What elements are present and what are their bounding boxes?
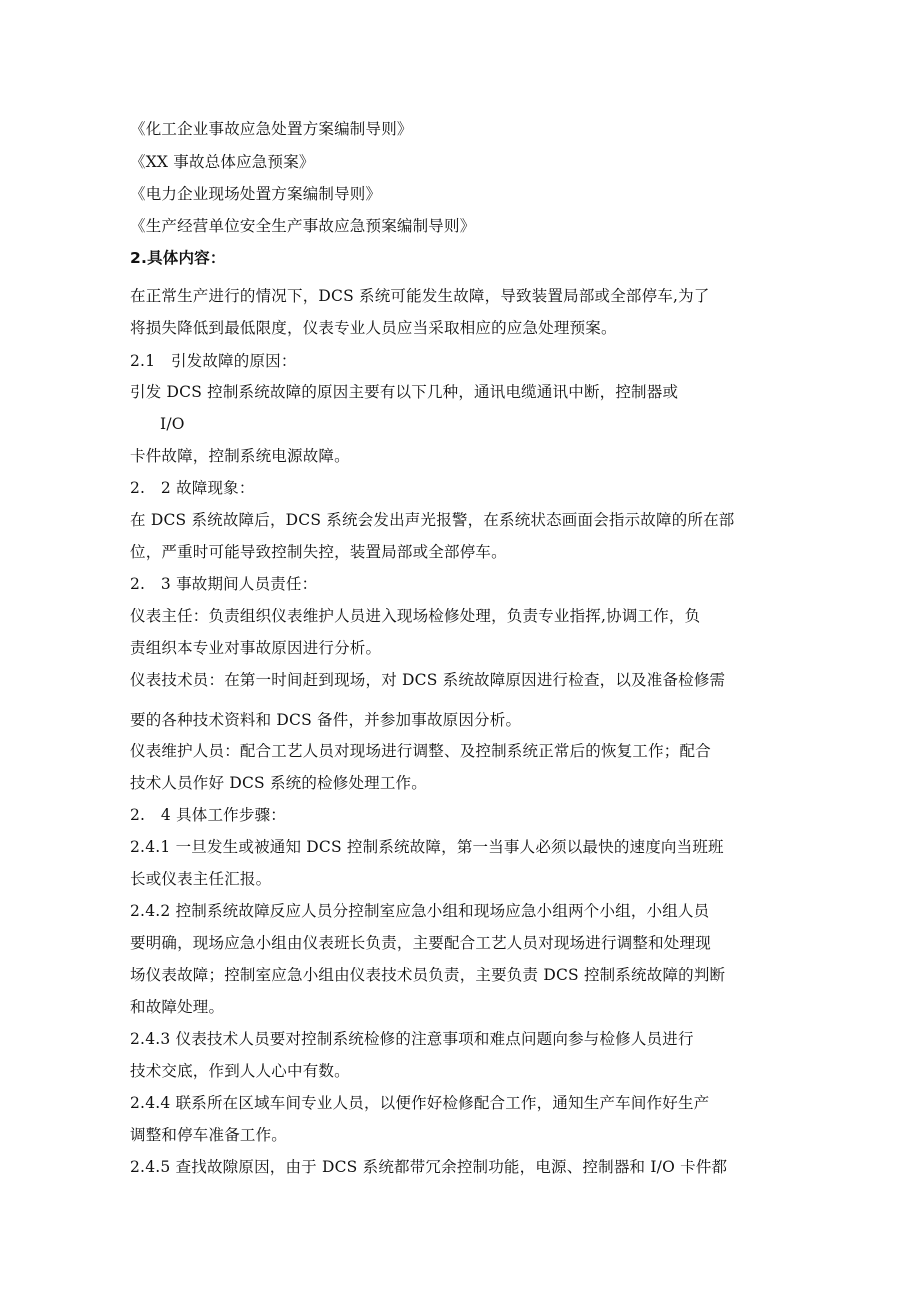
paragraph-line: 仪表技术员：在第一时间赶到现场，对 DCS 系统故障原因进行检查，以及准备检修需 <box>130 671 726 689</box>
reference-line: 《化工企业事故应急处置方案编制导则》 <box>130 120 413 138</box>
paragraph-line: 场仪表故障；控制室应急小组由仪表技术员负责，主要负责 DCS 控制系统故障的判断 <box>130 966 726 984</box>
paragraph-line: 2.4.5 查找故隙原因，由于 DCS 系统都带冗余控制功能，电源、控制器和 I/O 卡件都 <box>130 1158 728 1176</box>
paragraph-line: 2.4.1 一旦发生或被通知 DCS 控制系统故障，第一当事人必须以最快的速度向当班班 <box>130 838 724 856</box>
paragraph-line: 位，严重时可能导致控制失控，装置局部或全部停车。 <box>130 543 507 561</box>
paragraph-line: 卡件故障，控制系统电源故障。 <box>130 447 350 465</box>
section-title: 2.具体内容： <box>130 249 226 267</box>
subsection-heading: 2. 2 故障现象： <box>130 479 255 497</box>
reference-line: 《XX 事故总体应急预案》 <box>130 153 315 171</box>
subsection-heading: 2. 3 事故期间人员责任： <box>130 575 318 593</box>
paragraph-line: 在 DCS 系统故障后，DCS 系统会发出声光报警，在系统状态画面会指示故障的所在部 <box>130 511 735 529</box>
paragraph-line: 2.4.4 联系所在区域车间专业人员，以便作好检修配合工作，通知生产车间作好生产 <box>130 1094 710 1112</box>
paragraph-line: 2.4.2 控制系统故障反应人员分控制室应急小组和现场应急小组两个小组，小组人员 <box>130 902 710 920</box>
reference-line: 《电力企业现场处置方案编制导则》 <box>130 185 382 203</box>
paragraph-line: 将损失降低到最低限度，仪表专业人员应当采取相应的应急处理预案。 <box>130 319 617 337</box>
paragraph-line: 长或仪表主任汇报。 <box>130 870 272 888</box>
paragraph-line: 技术人员作好 DCS 系统的检修处理工作。 <box>130 774 427 792</box>
paragraph-line: 责组织本专业对事故原因进行分析。 <box>130 639 382 657</box>
paragraph-line: 要的各种技术资料和 DCS 备件，并参加事故原因分析。 <box>130 711 522 729</box>
paragraph-line: 仪表维护人员：配合工艺人员对现场进行调整、及控制系统正常后的恢复工作；配合 <box>130 742 711 760</box>
paragraph-line: 引发 DCS 控制系统故障的原因主要有以下几种，通讯电缆通讯中断，控制器或 <box>130 383 679 401</box>
reference-line: 《生产经营单位安全生产事故应急预案编制导则》 <box>130 217 476 235</box>
paragraph-line: 2.4.3 仪表技术人员要对控制系统检修的注意事项和难点问题向参与检修人员进行 <box>130 1030 694 1048</box>
paragraph-line: 调整和停车准备工作。 <box>130 1126 288 1144</box>
paragraph-line: I/O <box>160 415 185 433</box>
paragraph-line: 技术交底，作到人人心中有数。 <box>130 1062 350 1080</box>
subsection-heading: 2.1 引发故障的原因： <box>130 352 297 370</box>
paragraph-line: 在正常生产进行的情况下，DCS 系统可能发生故障，导致装置局部或全部停车,为了 <box>130 287 710 305</box>
paragraph-line: 和故障处理。 <box>130 998 225 1016</box>
paragraph-line: 要明确，现场应急小组由仪表班长负责，主要配合工艺人员对现场进行调整和处理现 <box>130 934 711 952</box>
paragraph-line: 仪表主任：负责组织仪表维护人员进入现场检修处理，负责专业指挥,协调工作，负 <box>130 607 701 625</box>
subsection-heading: 2. 4 具体工作步骤： <box>130 806 286 824</box>
